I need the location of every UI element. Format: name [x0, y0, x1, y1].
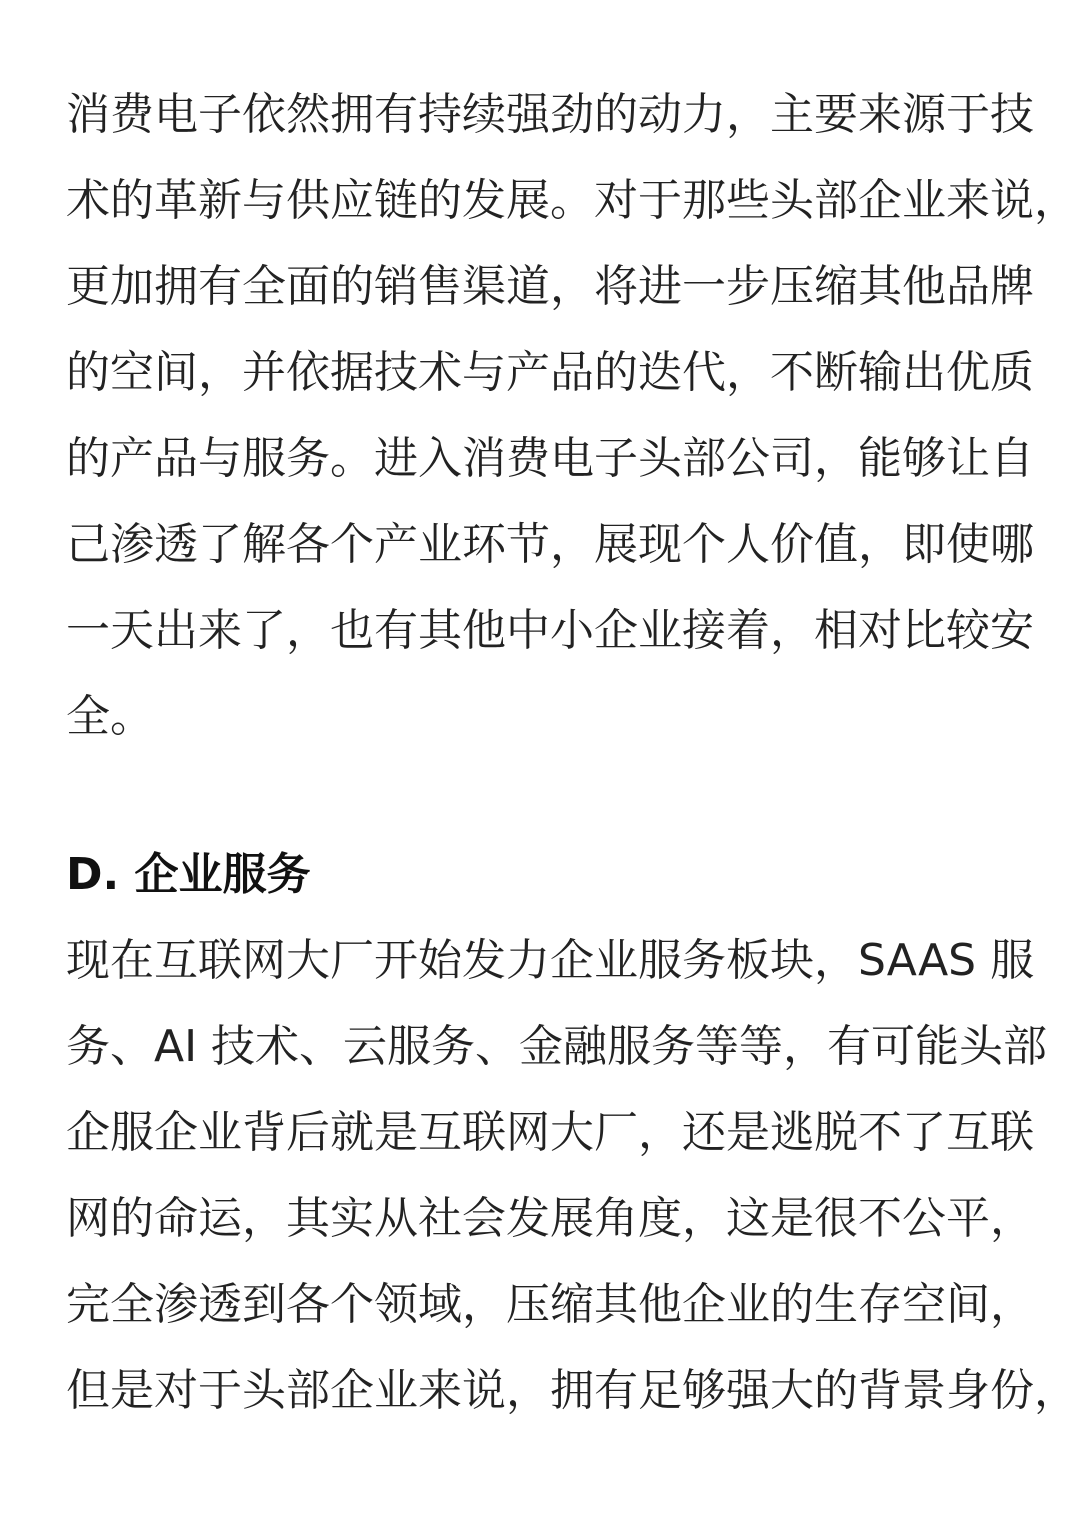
- paragraph-line: 完全渗透到各个领域，压缩其他企业的生存空间，: [66, 1279, 1034, 1330]
- paragraph-line: 己渗透了解各个产业环节，展现个人价值，即使哪: [66, 519, 1034, 570]
- paragraph-line: 现在互联网大厂开始发力企业服务板块，SAAS 服: [66, 935, 1035, 986]
- paragraph-line: 务、AI 技术、云服务、金融服务等等，有可能头部: [66, 1021, 1048, 1072]
- paragraph-line: 术的革新与供应链的发展。对于那些头部企业来说，: [66, 175, 1078, 226]
- paragraph-enterprise-services: [66, 918, 1078, 1434]
- paragraph-line: 网的命运，其实从社会发展角度，这是很不公平，: [66, 1193, 1034, 1244]
- paragraph-line: 全。: [66, 691, 154, 742]
- paragraph-consumer-electronics: [66, 72, 1078, 760]
- paragraph-line: 一天出来了，也有其他中小企业接着，相对比较安: [66, 605, 1034, 656]
- paragraph-line: 的产品与服务。进入消费电子头部公司，能够让自: [66, 433, 1034, 484]
- paragraph-line: 更加拥有全面的销售渠道，将进一步压缩其他品牌: [66, 261, 1034, 312]
- paragraph-line: 的空间，并依据技术与产品的迭代，不断输出优质: [66, 347, 1034, 398]
- paragraph-line: 消费电子依然拥有持续强劲的动力，主要来源于技: [66, 89, 1034, 140]
- paragraph-line: 企服企业背后就是互联网大厂，还是逃脱不了互联: [66, 1107, 1034, 1158]
- paragraph-line: 但是对于头部企业来说，拥有足够强大的背景身份，: [66, 1365, 1078, 1416]
- section-heading-enterprise-services: D. 企业服务: [66, 849, 311, 900]
